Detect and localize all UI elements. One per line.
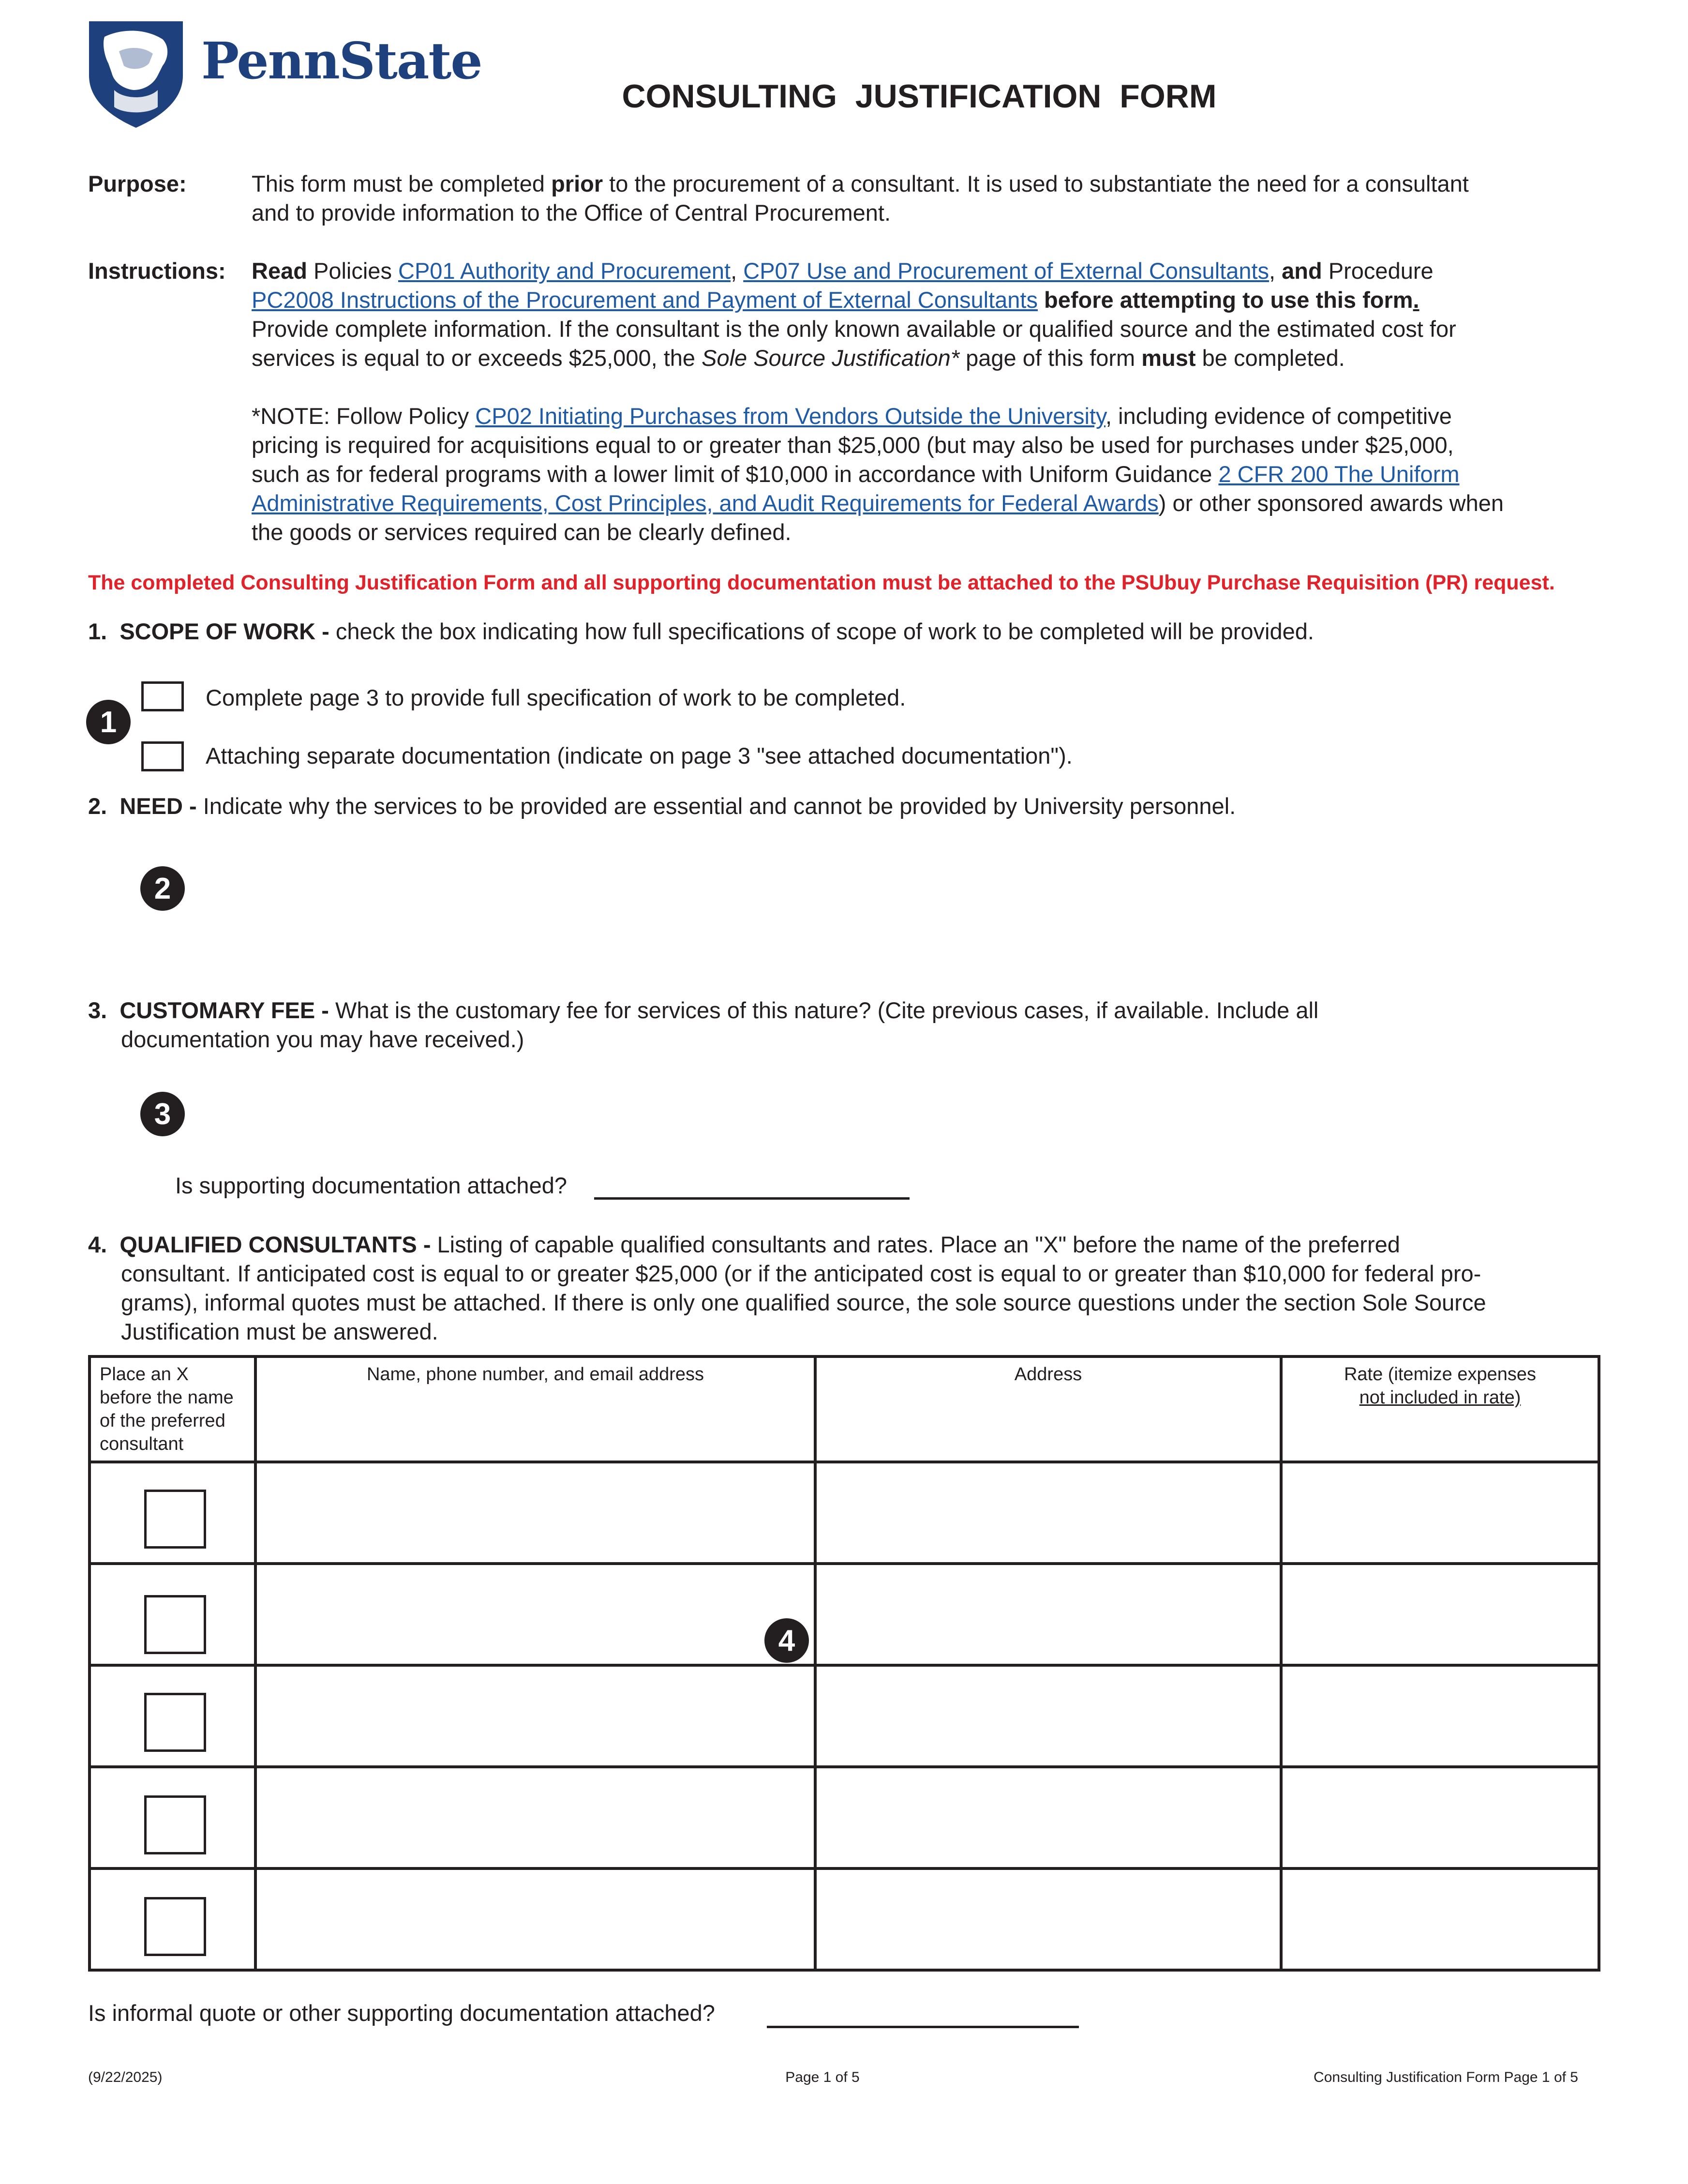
link-pc2008[interactable]: PC2008 Instructions of the Procurement and Payment of External Consultants bbox=[252, 287, 1038, 313]
informal-quote-question: Is informal quote or other supporting documentation attached? bbox=[88, 2000, 715, 2026]
callout-badge-2: 2 bbox=[140, 866, 185, 911]
rate-cell[interactable] bbox=[1281, 1462, 1599, 1564]
logo bbox=[85, 17, 482, 129]
consultants-table bbox=[88, 1355, 1600, 1972]
rate-cell[interactable] bbox=[1281, 1564, 1599, 1665]
name-cell[interactable] bbox=[255, 1665, 815, 1767]
table-row bbox=[90, 1462, 1599, 1564]
rate-cell[interactable] bbox=[1281, 1868, 1599, 1970]
preferred-checkbox[interactable] bbox=[144, 1595, 206, 1654]
callout-badge-3: 3 bbox=[140, 1092, 185, 1136]
col-header-address: Address bbox=[815, 1356, 1281, 1462]
col-header-name: Name, phone number, and email address bbox=[255, 1356, 815, 1462]
nittany-lion-shield-icon bbox=[85, 17, 187, 129]
supporting-doc-question: Is supporting documentation attached? bbox=[175, 1173, 567, 1198]
preferred-checkbox[interactable] bbox=[144, 1490, 206, 1549]
table-row bbox=[90, 1564, 1599, 1665]
section3-heading: 3. CUSTOMARY FEE - What is the customary fee for services of this nature? (Cite previous cases, if available. Include all documentation you may have received.) bbox=[88, 997, 1319, 1052]
name-cell[interactable] bbox=[255, 1564, 815, 1665]
table-row bbox=[90, 1868, 1599, 1970]
scope-checkbox-attached[interactable] bbox=[141, 741, 184, 771]
link-2cfr200[interactable]: 2 CFR 200 The Uniform bbox=[1218, 461, 1460, 487]
scope-option-1-label: Complete page 3 to provide full specification of work to be completed. bbox=[206, 685, 906, 710]
table-row bbox=[90, 1665, 1599, 1767]
page-title: CONSULTING JUSTIFICATION FORM bbox=[622, 78, 1217, 115]
link-cp01[interactable]: CP01 Authority and Procurement bbox=[398, 258, 731, 284]
rate-cell[interactable] bbox=[1281, 1767, 1599, 1868]
preferred-checkbox[interactable] bbox=[144, 1897, 206, 1956]
informal-quote-answer-line[interactable] bbox=[767, 2026, 1079, 2028]
logo-wordmark: PennState bbox=[201, 31, 482, 90]
footer-page-number: Page 1 of 5 bbox=[785, 2069, 860, 2085]
link-cp07[interactable]: CP07 Use and Procurement of External Consultants bbox=[743, 258, 1270, 284]
link-cp02[interactable]: CP02 Initiating Purchases from Vendors Outside the University bbox=[475, 403, 1105, 429]
name-cell[interactable] bbox=[255, 1462, 815, 1564]
section2-heading: 2. NEED - Indicate why the services to be provided are essential and cannot be provided by University personnel. bbox=[88, 793, 1236, 819]
instructions-label: Instructions: bbox=[88, 258, 226, 284]
rate-cell[interactable] bbox=[1281, 1665, 1599, 1767]
name-cell[interactable] bbox=[255, 1868, 815, 1970]
footer-form-page: Consulting Justification Form Page 1 of 5 bbox=[1314, 2069, 1578, 2085]
preferred-checkbox[interactable] bbox=[144, 1693, 206, 1752]
red-notice: The completed Consulting Justification Form and all supporting documentation must be attached to the PSUbuy Purchase Requisition (PR) request. bbox=[88, 571, 1555, 594]
scope-checkbox-page3[interactable] bbox=[141, 681, 184, 711]
callout-badge-4: 4 bbox=[764, 1618, 809, 1663]
purpose-label: Purpose: bbox=[88, 171, 187, 196]
address-cell[interactable] bbox=[815, 1767, 1281, 1868]
address-cell[interactable] bbox=[815, 1665, 1281, 1767]
address-cell[interactable] bbox=[815, 1564, 1281, 1665]
link-2cfr200-cont[interactable]: Administrative Requirements, Cost Principles, and Audit Requirements for Federal Awards bbox=[252, 490, 1159, 516]
section4-heading: 4. QUALIFIED CONSULTANTS - Listing of capable qualified consultants and rates. Place an "X" before the name of the preferred consultant. If anticipated cost is equal to or greater $25,000 (or if the anticipated cost is equal to or greater than $10,000 for federal pro- grams), informal quotes must be attached. If there is only one qualified source, the sole source questions under the section Sole Source Justification must be answered. bbox=[88, 1232, 1486, 1344]
purpose-text: This form must be completed prior to the procurement of a consultant. It is used to substantiate the need for a consultant and to provide information to the Office of Central Procurement. bbox=[252, 171, 1469, 226]
address-cell[interactable] bbox=[815, 1462, 1281, 1564]
callout-badge-1: 1 bbox=[86, 700, 131, 744]
col-header-preferred: Place an X before the name of the preferred consultant bbox=[90, 1356, 255, 1462]
section1-heading: 1. SCOPE OF WORK - check the box indicating how full specifications of scope of work to be completed will be provided. bbox=[88, 618, 1314, 644]
preferred-checkbox[interactable] bbox=[144, 1795, 206, 1854]
supporting-doc-answer-line[interactable] bbox=[594, 1197, 910, 1200]
address-cell[interactable] bbox=[815, 1868, 1281, 1970]
col-header-rate: Rate (itemize expenses not included in rate) bbox=[1281, 1356, 1599, 1462]
footer-date: (9/22/2025) bbox=[88, 2069, 163, 2085]
table-row bbox=[90, 1767, 1599, 1868]
scope-option-2-label: Attaching separate documentation (indicate on page 3 "see attached documentation"). bbox=[206, 743, 1073, 768]
instructions-text: Read Policies CP01 Authority and Procurement, CP07 Use and Procurement of External Consultants, and Procedure PC2008 Instructions of the Procurement and Payment of External Consultants before attempting to use this form. Provide complete information. If the consultant is the only known available or qualified source and the estimated cost for services is equal to or exceeds $25,000, the Sole Source Justification* page of this form must be completed. *NOTE: Follow Policy CP02 Initiating Purchases from Vendors Outside the University, including evidence of competitive pricing is required for acquisitions equal to or greater than $25,000 (but may also be used for purchases under $25,000, such as for federal programs with a lower limit of $10,000 in accordance with Uniform Guidance 2 CFR 200 The Uniform Administrative Requirements, Cost Principles, and Audit Requirements for Federal Awards) or other sponsored awards when the goods or services required can be clearly defined. bbox=[252, 258, 1504, 545]
name-cell[interactable] bbox=[255, 1767, 815, 1868]
